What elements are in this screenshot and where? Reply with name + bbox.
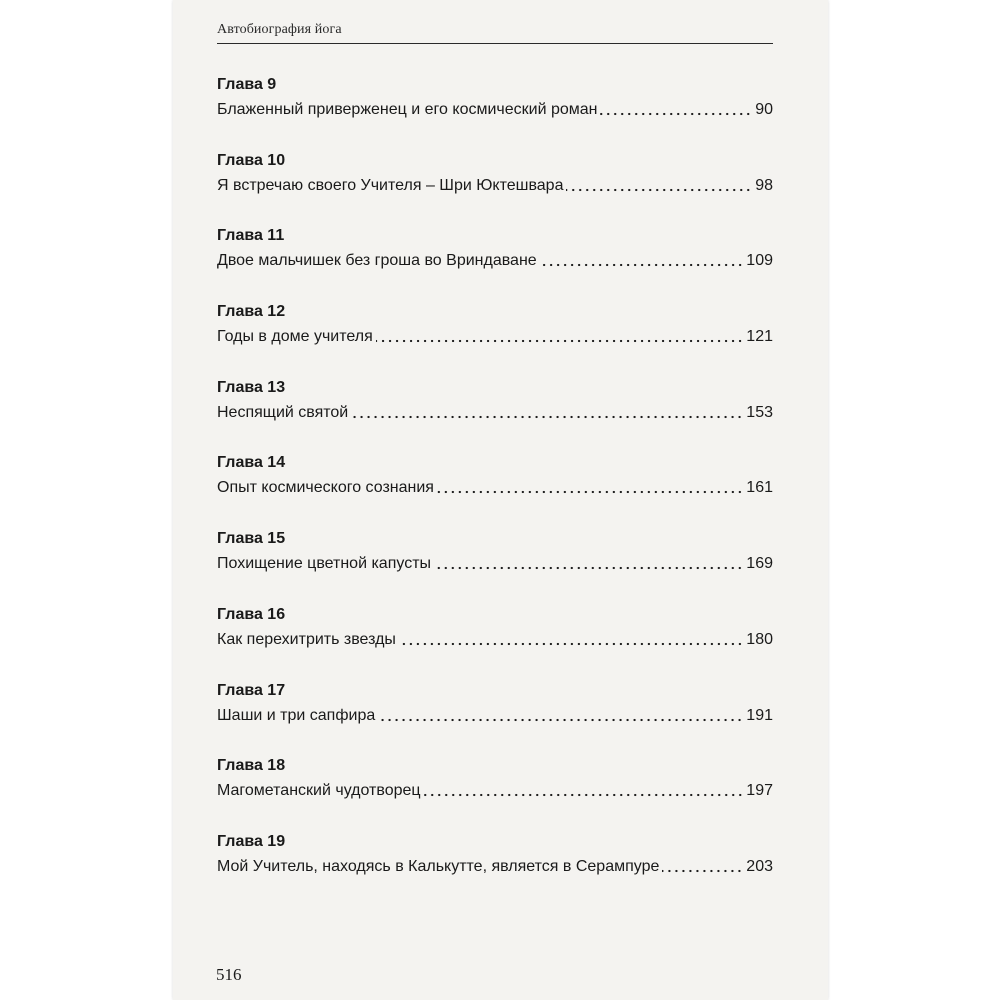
toc-line xyxy=(217,401,773,425)
chapter-title: Мой Учитель, находясь в Калькутте, является в Серампуре xyxy=(217,857,660,875)
page-number: 153 xyxy=(746,403,773,421)
page-number: 169 xyxy=(746,555,773,573)
chapter-title: Шаши и три сапфира xyxy=(217,706,376,724)
chapter-title: Похищение цветной капусты xyxy=(217,555,432,573)
page-number: 121 xyxy=(746,328,773,346)
dot-leader xyxy=(662,869,743,873)
toc-entry xyxy=(217,72,773,148)
dot-leader xyxy=(540,263,744,267)
dot-leader xyxy=(437,490,743,494)
toc-line xyxy=(217,704,773,728)
chapter-title: Двое мальчишек без гроша во Вриндаване xyxy=(217,252,537,270)
toc-entry xyxy=(217,375,773,451)
toc-line xyxy=(217,628,773,652)
toc-entry xyxy=(217,602,773,678)
chapter-number: Глава 9 xyxy=(217,76,277,93)
toc-entry xyxy=(217,223,773,299)
table-of-contents xyxy=(217,72,773,905)
dot-leader xyxy=(351,415,743,419)
toc-line xyxy=(217,779,773,803)
toc-line xyxy=(217,174,773,198)
chapter-number: Глава 10 xyxy=(217,151,286,169)
chapter-title: Опыт космического сознания xyxy=(217,479,434,497)
chapter-title: Как перехитрить звезды xyxy=(217,630,396,648)
toc-line xyxy=(217,325,773,349)
chapter-number: Глава 11 xyxy=(217,227,285,245)
toc-line xyxy=(217,476,773,500)
toc-entry xyxy=(217,148,773,224)
chapter-number: Глава 14 xyxy=(217,454,286,472)
page-number: 180 xyxy=(746,630,773,648)
toc-entry xyxy=(217,526,773,602)
running-head: Автобиография йога xyxy=(217,22,342,37)
page-number: 161 xyxy=(746,479,773,497)
toc-entry xyxy=(217,753,773,829)
dot-leader xyxy=(434,566,743,570)
toc-line xyxy=(217,249,773,273)
page-number: 109 xyxy=(746,252,773,270)
toc-entry xyxy=(217,450,773,526)
page-folio: 516 xyxy=(216,965,242,984)
page-number: 98 xyxy=(755,176,773,194)
toc-line xyxy=(217,98,773,122)
page-number: 191 xyxy=(746,706,773,724)
dot-leader xyxy=(566,188,752,192)
toc-entry xyxy=(217,299,773,375)
chapter-title: Блаженный приверженец и его космический роман xyxy=(217,101,598,118)
chapter-title: Магометанский чудотворец xyxy=(217,782,421,800)
dot-leader xyxy=(600,112,752,116)
header-rule xyxy=(217,43,773,44)
chapter-title: Я встречаю своего Учителя – Шри Юктешвара xyxy=(217,176,564,194)
chapter-number: Глава 19 xyxy=(217,832,286,850)
toc-line xyxy=(217,855,773,879)
chapter-number: Глава 15 xyxy=(217,530,286,548)
toc-line xyxy=(217,552,773,576)
page-number: 90 xyxy=(755,101,773,118)
chapter-number: Глава 16 xyxy=(217,605,286,623)
chapter-number: Глава 12 xyxy=(217,303,286,321)
dot-leader xyxy=(378,718,743,722)
chapter-title: Неспящий святой xyxy=(217,403,349,421)
toc-entry xyxy=(217,829,773,905)
chapter-number: Глава 13 xyxy=(217,378,286,396)
page-number: 203 xyxy=(746,857,773,875)
dot-leader xyxy=(424,793,744,797)
chapter-title: Годы в доме учителя xyxy=(217,328,373,346)
chapter-number: Глава 17 xyxy=(217,681,286,699)
page-number: 197 xyxy=(746,782,773,800)
chapter-number: Глава 18 xyxy=(217,757,286,775)
dot-leader xyxy=(376,339,744,343)
toc-entry xyxy=(217,678,773,754)
dot-leader xyxy=(399,642,743,646)
